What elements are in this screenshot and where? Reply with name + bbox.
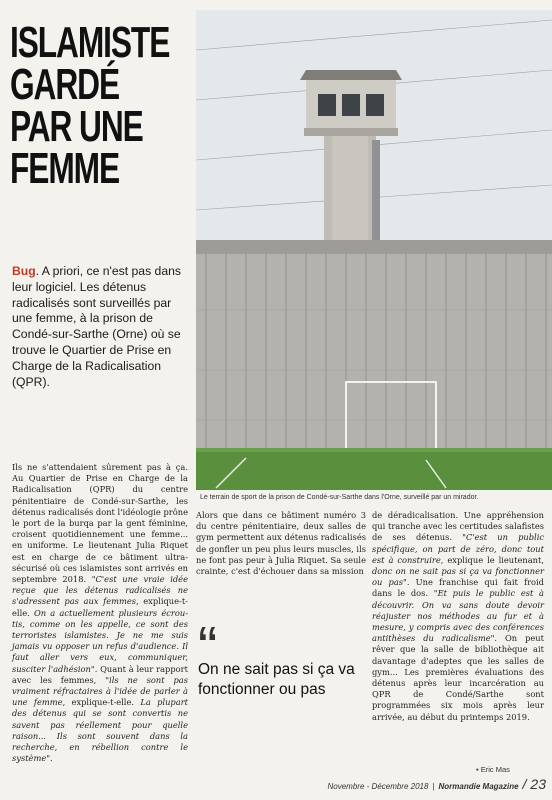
author-signature: ▪ Eric Mas [476,765,510,774]
headline-line-1: ISLAMISTE [10,18,170,67]
quote-text: donc on ne sait pas si ça va fonctionner ou pas". [372,566,544,588]
body-text: Alors que dans ce bâtiment numéro 3 du centre pénitentiaire, deux salles de gym permettent aux détenus radicalisés de gonfler un peu plus leurs muscles, ils ne font pas peur à Julia Riquet. Sa seule crainte, c'est d'échouer dans sa mission [196,510,366,577]
pull-quote: On ne sait pas si ça va fonctionner ou pas [198,661,355,698]
body-text: , explique le lieutenant, [440,554,544,565]
body-column-3 [372,510,544,723]
issue-date: Novembre - Décembre 2018 [327,782,429,791]
photo-caption: Le terrain de sport de la prison de Condé-sur-Sarthe dans l'Orne, surveillé par un mirador. [200,494,479,501]
body-text: Ils ne s'attendaient sûrement pas à ça. Au Quartier de Prise en Charge de la Radicalisation (QPR) du centre pénitentiaire de Condé-sur-Sarthe, les détenus radicalisés dont l'idéologie prône le port de la burqa par la gent féminine, croisent quotidiennement une femme... en uniforme. Le lieutenant Julia Riquet est en charge de ce bâtiment ultra-sécurisé où ces islamistes sont arrivés en septembre 2018. [12,462,189,585]
headline-line-4: FEMME [10,144,120,193]
body-text: Quant à leur rapport avec les femmes, [12,663,188,685]
intro-paragraph [12,264,184,390]
quote-text: "C'est une vraie idée reçue que les détenus radicalisés ne s'adressent pas aux femmes [12,574,188,607]
headline-line-3: PAR UNE [10,102,143,151]
intro-kicker: Bug [12,264,36,278]
body-text: Une franchise qui fait froid dans le dos. [372,577,544,599]
page-number: 23 [530,776,546,792]
intro-text: . A priori, ce n'est pas dans leur logiciel. Les détenus radicalisés sont surveillés par une femme, à la prison de Condé-sur-Sarthe (Orne) où se trouve le Quartier de Prise en Charge de la Radicalisation (QPR). [12,264,181,389]
body-text: de déradicalisation. Une appréhension qui tranche avec les certitudes salafistes de ses détenus. [372,510,544,543]
body-text: , explique-t-elle. [62,697,141,708]
page-footer [328,776,547,792]
prison-photo [196,10,552,490]
quote-text: "Et puis le public est à découvrir. On va sans doute devoir réajuster nos méthodes au fur et à mesure, y compris avec des conférences antithèses du radicalisme". [372,588,544,644]
body-text: On peut rêver que la salle de bibliothèque ait davantage d'adeptes que les salles de gym... Les premières évaluations des détenus après leur incarcération au QPR de Condé/Sarthe sont programmées six mois après leur arrivée, au début du printemps 2019. [372,633,544,722]
headline [10,18,190,193]
quote-text: "ils ne sont pas vraiment réfractaires à l'idée de parler à une femme [12,674,188,708]
body-text: , explique-t-elle. [12,596,188,618]
magazine-name: Normandie Magazine [438,782,519,791]
headline-line-2: GARDÉ [10,60,120,109]
body-column-2 [196,510,366,577]
body-column-1 [12,462,188,764]
quote-text: On a actuellement plusieurs écrou-tis, comme on les appelle, ce sont des terroristes islamistes. Je ne me suis jamais vu opposer un refus d'audience. Il faut aller vers eux, communiquer, susciter l'adhésion". [12,607,188,674]
quote-text: "C'est un public spécifique, on part de zéro, donc tout est à construire [372,532,544,565]
quote-text: La plupart des détenus qui se sont convertis ne savent pas réellement pour quelle raison... Ils sont souvent dans la recherche, en rébellion contre le système". [12,697,188,764]
footer-separator: | [432,782,435,791]
page-slash: / [522,776,527,792]
quote-mark-icon: “ [198,615,218,680]
prison-illustration [196,10,552,490]
